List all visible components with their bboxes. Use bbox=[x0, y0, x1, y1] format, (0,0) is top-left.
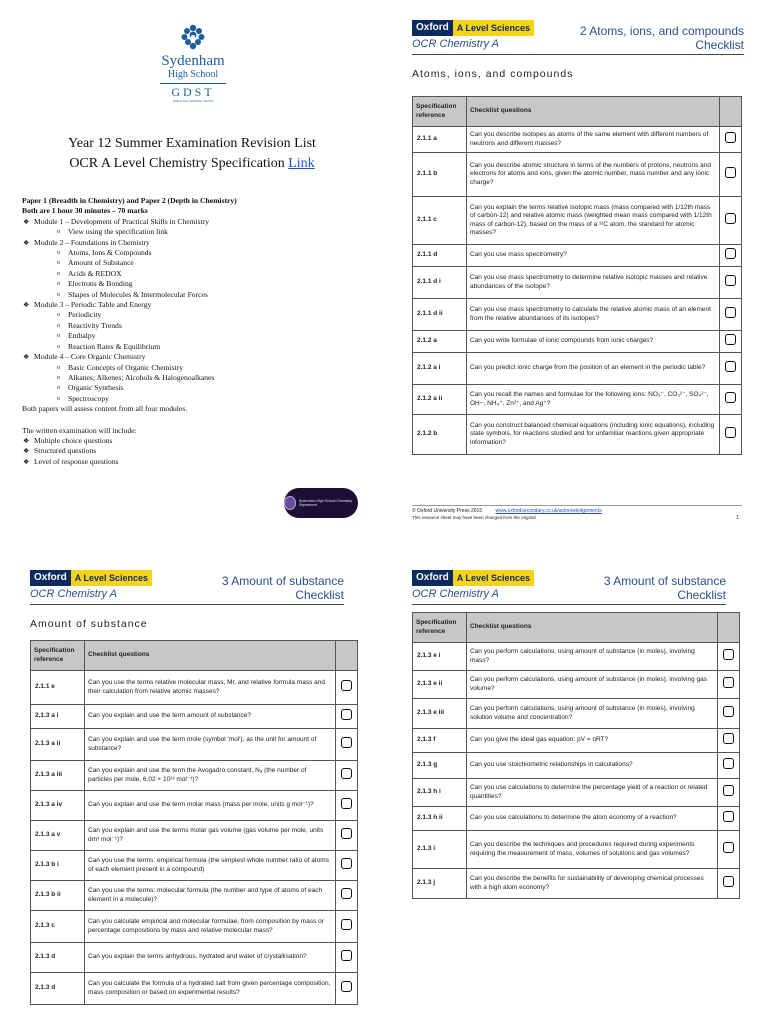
spec-reference: 2.1.1 e bbox=[31, 671, 85, 705]
checkbox-cell bbox=[718, 699, 740, 729]
alevel-label: A Level Sciences bbox=[453, 20, 534, 36]
table-row bbox=[31, 911, 358, 943]
papers-line: Paper 1 (Breadth in Chemistry) and Paper 2 (Depth in Chemistry) bbox=[22, 196, 237, 205]
spec-reference: 2.1.2 b bbox=[413, 415, 467, 455]
cover-body bbox=[22, 196, 362, 467]
section-heading: Amount of substance bbox=[30, 618, 148, 630]
table-row bbox=[413, 415, 742, 455]
checklist-question: Can you explain and use the term molar mass (mass per mole, units g mol⁻¹)? bbox=[85, 791, 336, 821]
table-row bbox=[31, 881, 358, 911]
checkbox-cell bbox=[336, 791, 358, 821]
table-row bbox=[413, 127, 742, 153]
logo-divider bbox=[160, 83, 226, 84]
table-row bbox=[31, 729, 358, 761]
checkbox-cell bbox=[718, 807, 740, 831]
table-row bbox=[413, 729, 740, 753]
module-topic: o Amount of Substance bbox=[22, 258, 362, 268]
oxford-label: Oxford bbox=[412, 20, 453, 36]
col-header-check bbox=[336, 641, 358, 671]
page-title-line1: 3 Amount of substance bbox=[221, 574, 344, 588]
dept-logo-text: Sydenham High School Chemistry Department bbox=[298, 499, 353, 507]
checkbox-cell bbox=[718, 869, 740, 899]
alevel-label: A Level Sciences bbox=[71, 570, 152, 586]
duration-line: Both are 1 hour 30 minutes – 70 marks bbox=[22, 206, 148, 216]
checkbox[interactable] bbox=[341, 737, 352, 748]
spec-reference: 2.1.3 d bbox=[31, 943, 85, 973]
col-header-reference: Specification reference bbox=[413, 613, 467, 643]
acknowledgements-link[interactable]: www.oxfordsecondary.co.uk/acknowledgements bbox=[495, 508, 602, 514]
checkbox[interactable] bbox=[723, 876, 734, 887]
checklist-question: Can you construct balanced chemical equations (including ionic equations), including state symbols, for reactions studied and for unfamiliar reactions given appropriate information? bbox=[467, 415, 720, 455]
checkbox[interactable] bbox=[723, 842, 734, 853]
checklist-question: Can you use calculations to determine the atom economy of a reaction? bbox=[467, 807, 718, 831]
checklist-question: Can you calculate empirical and molecular formulae, from composition by mass or percentage compositions by mass and relative molecular mass? bbox=[85, 911, 336, 943]
table-row bbox=[413, 267, 742, 299]
table-row bbox=[31, 943, 358, 973]
exam-item: ❖ Level of response questions bbox=[22, 457, 362, 467]
table-row bbox=[31, 851, 358, 881]
cover-title: Year 12 Summer Examination Revision List bbox=[68, 136, 316, 151]
checklist-question: Can you describe the techniques and procedures required during experiments requiring the measurement of mass, volumes of solutions and gas volumes? bbox=[467, 831, 718, 869]
checklist-question: Can you explain and use the term the Avogadro constant, Nₐ (the number of particles per mole, 6.02 × 10²³ mol⁻¹)? bbox=[85, 761, 336, 791]
spec-reference: 2.1.3 h i bbox=[413, 779, 467, 807]
crest-icon bbox=[178, 22, 208, 52]
spec-reference: 2.1.3 c bbox=[31, 911, 85, 943]
checkbox[interactable] bbox=[725, 392, 736, 403]
table-row bbox=[413, 331, 742, 353]
spec-reference: 2.1.3 d bbox=[31, 973, 85, 1005]
checklist-question: Can you use the terms: molecular formula (the number and type of atoms of each element in a molecule)? bbox=[85, 881, 336, 911]
checklist-question: Can you perform calculations, using amount of substance (in moles), involving mass? bbox=[467, 643, 718, 671]
col-header-questions: Checklist questions bbox=[467, 97, 720, 127]
page-title bbox=[580, 24, 744, 52]
module-topic: o Spectroscopy bbox=[22, 394, 362, 404]
page-title-line2: Checklist bbox=[677, 588, 726, 602]
checkbox-cell bbox=[720, 415, 742, 455]
module-item: ❖ Module 3 – Periodic Table and Energy bbox=[22, 300, 362, 310]
table-row bbox=[31, 705, 358, 729]
page-title-line1: 2 Atoms, ions, and compounds bbox=[579, 24, 744, 38]
checklist-question: Can you explain the terms relative isotopic mass (mass compared with 1/12th mass of carbon-12) and relative atomic mass (weighted mean mass compared with 1/12th mass of carbon-12), based on the mass of a ¹²C atom, the standard for atomic masses? bbox=[467, 197, 720, 245]
page-title-line2: Checklist bbox=[695, 38, 744, 52]
checkbox-cell bbox=[336, 761, 358, 791]
checklist-question: Can you use calculations to determine the percentage yield of a reaction or related quantities? bbox=[467, 779, 718, 807]
checklist-question: Can you recall the names and formulae for the following ions: NO₃⁻, CO₃²⁻, SO₄²⁻, OH−, NH₄⁺, Zn²⁺, and Ag⁺? bbox=[467, 385, 720, 415]
page-title-line2: Checklist bbox=[295, 588, 344, 602]
module-list bbox=[22, 217, 362, 404]
checklist-question: Can you write formulae of ionic compounds from ionic charges? bbox=[467, 331, 720, 353]
oxford-brand-badge bbox=[412, 570, 534, 586]
checkbox-cell bbox=[336, 973, 358, 1005]
checklist-question: Can you use stoichiometric relationships in calculations? bbox=[467, 753, 718, 779]
spec-reference: 2.1.1 c bbox=[413, 197, 467, 245]
checklist-question: Can you use the terms relative molecular mass, Mr, and relative formula mass and their calculation from relative atomic masses? bbox=[85, 671, 336, 705]
checkbox[interactable] bbox=[341, 981, 352, 992]
module-topic: o Acids & REDOX bbox=[22, 269, 362, 279]
checkbox[interactable] bbox=[341, 888, 352, 899]
checkbox-cell bbox=[336, 671, 358, 705]
spec-reference: 2.1.3 h ii bbox=[413, 807, 467, 831]
checkbox-cell bbox=[720, 245, 742, 267]
checklist-question: Can you give the ideal gas equation: pV = nRT? bbox=[467, 729, 718, 753]
header-divider bbox=[412, 604, 726, 605]
checklist-question: Can you explain and use the terms molar gas volume (gas volume per mole, units dm³ mol⁻¹)? bbox=[85, 821, 336, 851]
checkbox-cell bbox=[720, 153, 742, 197]
table-row bbox=[413, 299, 742, 331]
course-name: OCR Chemistry A bbox=[30, 588, 117, 600]
module-topic: o Reaction Rates & Equilibrium bbox=[22, 342, 362, 352]
spec-reference: 2.1.3 a v bbox=[31, 821, 85, 851]
logo-name: Sydenham bbox=[161, 53, 225, 69]
header-divider bbox=[30, 604, 344, 605]
both-papers-note: Both papers will assess content from all four modules. bbox=[22, 404, 188, 414]
module-topic: o Basic Concepts of Organic Chemistry bbox=[22, 363, 362, 373]
spec-reference: 2.1.1 d ii bbox=[413, 299, 467, 331]
checklist-question: Can you describe atomic structure in terms of the numbers of protons, neutrons and electrons for atoms and ions, given the atomic number, mass number and any ionic charge? bbox=[467, 153, 720, 197]
checkbox-cell bbox=[718, 643, 740, 671]
spec-reference: 2.1.2 a ii bbox=[413, 385, 467, 415]
table-row bbox=[413, 385, 742, 415]
table-row bbox=[413, 353, 742, 385]
spec-reference: 2.1.3 b ii bbox=[31, 881, 85, 911]
specification-link[interactable]: Link bbox=[288, 156, 315, 171]
checklist-question: Can you predict ionic charge from the position of an element in the periodic table? bbox=[467, 353, 720, 385]
table-row bbox=[413, 671, 740, 699]
checklist-question: Can you perform calculations, using amount of substance (in moles), involving solution volume and concentration? bbox=[467, 699, 718, 729]
checkbox[interactable] bbox=[341, 858, 352, 869]
module-topic: o View using the specification link bbox=[22, 227, 362, 237]
checkbox-cell bbox=[336, 943, 358, 973]
copyright-text: © Oxford University Press 2015 bbox=[412, 508, 483, 514]
amount-substance-page-2 bbox=[400, 550, 750, 1024]
checkbox[interactable] bbox=[341, 709, 352, 720]
checkbox[interactable] bbox=[341, 798, 352, 809]
checkbox-cell bbox=[720, 127, 742, 153]
table-row bbox=[413, 197, 742, 245]
table-row bbox=[413, 807, 740, 831]
section-heading: Atoms, ions, and compounds bbox=[412, 68, 574, 80]
checkbox[interactable] bbox=[723, 706, 734, 717]
module-topic: o Organic Synthesis bbox=[22, 383, 362, 393]
checkbox-cell bbox=[718, 671, 740, 699]
module-item: ❖ Module 1 – Development of Practical Skills in Chemistry bbox=[22, 217, 362, 227]
checkbox[interactable] bbox=[725, 361, 736, 372]
checklist-question: Can you describe the benefits for sustainability of developing chemical processes with a high atom economy? bbox=[467, 869, 718, 899]
checkbox-cell bbox=[718, 831, 740, 869]
exam-item: ❖ Multiple choice questions bbox=[22, 436, 362, 446]
table-row bbox=[31, 821, 358, 851]
oxford-brand-badge bbox=[30, 570, 152, 586]
spec-reference: 2.1.1 b bbox=[413, 153, 467, 197]
module-item: ❖ Module 2 – Foundations in Chemistry bbox=[22, 238, 362, 248]
checkbox-cell bbox=[718, 753, 740, 779]
checkbox-cell bbox=[718, 729, 740, 753]
table-row bbox=[413, 245, 742, 267]
checkbox-cell bbox=[720, 299, 742, 331]
col-header-check bbox=[720, 97, 742, 127]
spec-reference: 2.1.3 a ii bbox=[31, 729, 85, 761]
checkbox-cell bbox=[336, 851, 358, 881]
checkbox-cell bbox=[336, 729, 358, 761]
table-row bbox=[413, 153, 742, 197]
table-row bbox=[31, 791, 358, 821]
table-header-row bbox=[413, 613, 740, 643]
exam-intro: The written examination will include: bbox=[22, 425, 137, 435]
oxford-label: Oxford bbox=[30, 570, 71, 586]
page-title-line1: 3 Amount of substance bbox=[603, 574, 726, 588]
spec-reference: 2.1.3 b i bbox=[31, 851, 85, 881]
checklist-question: Can you use the terms: empirical formula (the simplest whole number ratio of atoms of each element present in a compound) bbox=[85, 851, 336, 881]
checkbox[interactable] bbox=[725, 427, 736, 438]
spec-reference: 2.1.1 d bbox=[413, 245, 467, 267]
spec-reference: 2.1.2 a bbox=[413, 331, 467, 353]
logo-gdst: GDST bbox=[171, 85, 215, 99]
oxford-brand-badge bbox=[412, 20, 534, 36]
exam-item: ❖ Structured questions bbox=[22, 446, 362, 456]
checklist-question: Can you use mass spectrometry to calculate the relative atomic mass of an element from the relative abundances of its isotopes? bbox=[467, 299, 720, 331]
checkbox[interactable] bbox=[723, 758, 734, 769]
logo-sub: High School bbox=[167, 69, 219, 80]
checkbox-cell bbox=[720, 331, 742, 353]
page-title bbox=[222, 574, 344, 602]
cover-subtitle bbox=[0, 156, 384, 172]
table-header-row bbox=[413, 97, 742, 127]
col-header-reference: Specification reference bbox=[413, 97, 467, 127]
course-name: OCR Chemistry A bbox=[412, 588, 499, 600]
page-title bbox=[604, 574, 726, 602]
checkbox[interactable] bbox=[725, 275, 736, 286]
spec-reference: 2.1.3 e i bbox=[413, 643, 467, 671]
checklist-question: Can you perform calculations, using amount of substance (in moles), involving gas volume? bbox=[467, 671, 718, 699]
footer bbox=[412, 505, 742, 515]
module-topic: o Electrons & Bonding bbox=[22, 279, 362, 289]
checkbox-cell bbox=[720, 267, 742, 299]
checkbox-cell bbox=[720, 197, 742, 245]
table-row bbox=[413, 699, 740, 729]
col-header-check bbox=[718, 613, 740, 643]
school-logo bbox=[150, 22, 236, 103]
alevel-label: A Level Sciences bbox=[453, 570, 534, 586]
module-topic: o Periodicity bbox=[22, 310, 362, 320]
logo-tagline: GIRLS' DAY SCHOOL TRUST bbox=[172, 99, 214, 103]
table-row bbox=[31, 973, 358, 1005]
checklist-question: Can you use mass spectrometry to determine relative isotopic masses and relative abundances of the isotope? bbox=[467, 267, 720, 299]
spec-reference: 2.1.3 j bbox=[413, 869, 467, 899]
oxford-label: Oxford bbox=[412, 570, 453, 586]
table-row bbox=[413, 753, 740, 779]
module-topic: o Shapes of Molecules & Intermolecular Forces bbox=[22, 290, 362, 300]
cover-page bbox=[0, 0, 384, 540]
checkbox[interactable] bbox=[723, 733, 734, 744]
header-divider bbox=[412, 54, 744, 55]
module-topic: o Reactivity Trends bbox=[22, 321, 362, 331]
checkbox-cell bbox=[336, 881, 358, 911]
module-topic: o Alkanes; Alkenes; Alcohols & Halogenoalkanes bbox=[22, 373, 362, 383]
table-row bbox=[413, 643, 740, 671]
spec-reference: 2.1.3 i bbox=[413, 831, 467, 869]
checkbox[interactable] bbox=[341, 680, 352, 691]
spec-reference: 2.1.3 a iv bbox=[31, 791, 85, 821]
spec-reference: 2.1.1 d i bbox=[413, 267, 467, 299]
checkbox[interactable] bbox=[725, 167, 736, 178]
checkbox[interactable] bbox=[725, 307, 736, 318]
checkbox[interactable] bbox=[725, 213, 736, 224]
table-row bbox=[31, 761, 358, 791]
table-row bbox=[31, 671, 358, 705]
spec-reference: 2.1.3 e ii bbox=[413, 671, 467, 699]
checkbox-cell bbox=[720, 385, 742, 415]
module-topic: o Enthalpy bbox=[22, 331, 362, 341]
checkbox[interactable] bbox=[725, 132, 736, 143]
spec-reference: 2.1.3 f bbox=[413, 729, 467, 753]
checklist-question: Can you describe isotopes as atoms of the same element with different numbers of neutrons and different masses? bbox=[467, 127, 720, 153]
module-item: ❖ Module 4 – Core Organic Chemistry bbox=[22, 352, 362, 362]
checkbox[interactable] bbox=[341, 919, 352, 930]
checkbox[interactable] bbox=[723, 677, 734, 688]
checkbox[interactable] bbox=[723, 811, 734, 822]
checkbox[interactable] bbox=[341, 828, 352, 839]
checkbox[interactable] bbox=[723, 649, 734, 660]
col-header-questions: Checklist questions bbox=[85, 641, 336, 671]
checkbox[interactable] bbox=[341, 768, 352, 779]
amount-substance-page bbox=[18, 550, 368, 1024]
dept-emblem-icon bbox=[284, 496, 296, 510]
subtitle-text: OCR A Level Chemistry Specification bbox=[69, 156, 289, 171]
checkbox-cell bbox=[336, 821, 358, 851]
checkbox-cell bbox=[718, 779, 740, 807]
checkbox-cell bbox=[720, 353, 742, 385]
checklist-question: Can you calculate the formula of a hydrated salt from given percentage composition, mass composition or based on experimental results? bbox=[85, 973, 336, 1005]
spec-reference: 2.1.3 g bbox=[413, 753, 467, 779]
department-logo bbox=[284, 488, 358, 518]
checkbox-cell bbox=[336, 705, 358, 729]
spec-reference: 2.1.2 a i bbox=[413, 353, 467, 385]
checklist-table bbox=[412, 96, 742, 455]
checkbox[interactable] bbox=[725, 248, 736, 259]
spec-reference: 2.1.3 a i bbox=[31, 705, 85, 729]
table-row bbox=[413, 779, 740, 807]
checklist-question: Can you use mass spectrometry? bbox=[467, 245, 720, 267]
module-topic: o Atoms, Ions & Compounds bbox=[22, 248, 362, 258]
checkbox[interactable] bbox=[341, 950, 352, 961]
col-header-reference: Specification reference bbox=[31, 641, 85, 671]
checklist-table bbox=[30, 640, 358, 1005]
checklist-table bbox=[412, 612, 740, 899]
col-header-questions: Checklist questions bbox=[467, 613, 718, 643]
checklist-question: Can you explain and use the term mole (symbol 'mol'), as the unit for amount of substance? bbox=[85, 729, 336, 761]
checkbox-cell bbox=[336, 911, 358, 943]
course-name: OCR Chemistry A bbox=[412, 38, 499, 50]
footer-note: This resource sheet may have been changed from the original bbox=[412, 515, 536, 520]
spec-reference: 2.1.3 a iii bbox=[31, 761, 85, 791]
checklist-question: Can you explain and use the term amount of substance? bbox=[85, 705, 336, 729]
table-row bbox=[413, 831, 740, 869]
page-number: 1 bbox=[736, 515, 739, 521]
checklist-question: Can you explain the terms anhydrous, hydrated and water of crystallisation? bbox=[85, 943, 336, 973]
atoms-ions-page bbox=[400, 0, 768, 540]
table-header-row bbox=[31, 641, 358, 671]
checkbox[interactable] bbox=[725, 334, 736, 345]
checkbox[interactable] bbox=[723, 785, 734, 796]
spec-reference: 2.1.1 a bbox=[413, 127, 467, 153]
exam-item-list bbox=[22, 436, 362, 467]
spec-reference: 2.1.3 e iii bbox=[413, 699, 467, 729]
table-row bbox=[413, 869, 740, 899]
